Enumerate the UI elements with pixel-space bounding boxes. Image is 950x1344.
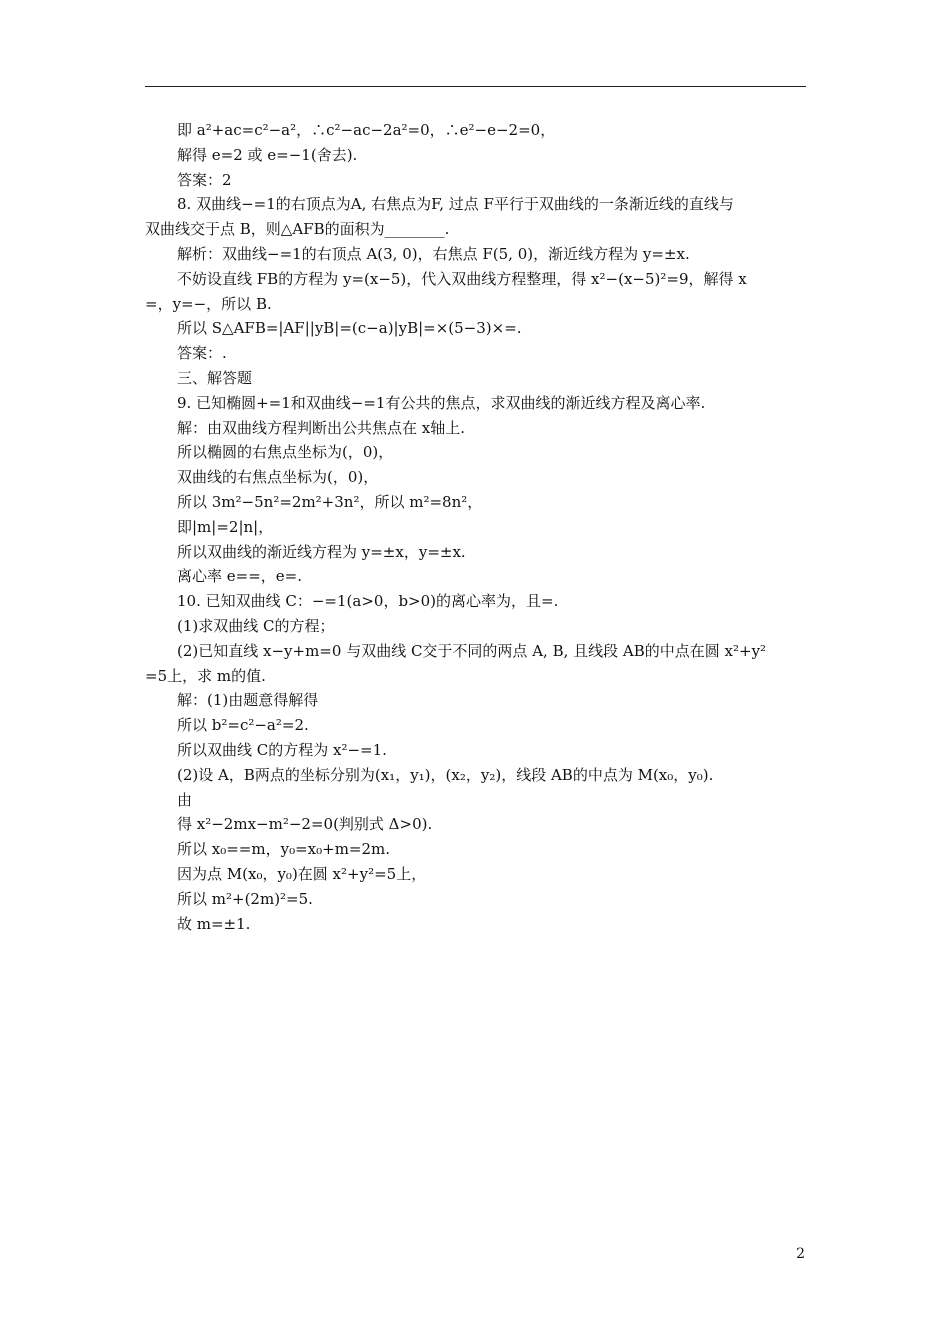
text-line: =5上，求 m的值.: [145, 666, 266, 685]
text-line: 离心率 e==，e=.: [177, 567, 302, 586]
text-line: (2)已知直线 x−y+m=0 与双曲线 C交于不同的两点 A, B, 且线段 AB的中点在圆 x²+y²: [177, 641, 767, 660]
header-rule: [145, 86, 806, 87]
text-line: 双曲线的右焦点坐标为(，0)，: [177, 468, 379, 487]
document-body: [145, 118, 810, 936]
text-line: 因为点 M(x₀，y₀)在圆 x²+y²=5上，: [177, 864, 427, 883]
text-line: 所以双曲线的渐近线方程为 y=±x，y=±x.: [177, 542, 466, 561]
text-line: 得 x²−2mx−m²−2=0(判别式 Δ>0).: [177, 815, 433, 834]
text-line: 故 m=±1.: [177, 914, 251, 933]
text-line: 答案：.: [177, 344, 227, 363]
text-line: 所以 b²=c²−a²=2.: [177, 716, 309, 735]
question-9: 9. 已知椭圆+=1和双曲线−=1有公共的焦点，求双曲线的渐近线方程及离心率.: [177, 393, 706, 412]
text-line: 不妨设直线 FB的方程为 y=(x−5)，代入双曲线方程整理，得 x²−(x−5)²=9，解得 x: [177, 269, 747, 288]
text-line: (1)求双曲线 C的方程；: [177, 616, 335, 635]
section-heading: 三、解答题: [177, 368, 253, 387]
page-number: 2: [796, 1246, 805, 1262]
text-line: 所以双曲线 C的方程为 x²−=1.: [177, 740, 387, 759]
text-line: 由: [177, 790, 193, 809]
text-line: 所以 x₀==m，y₀=x₀+m=2m.: [177, 840, 391, 859]
text-line: 解：(1)由题意得解得: [177, 691, 319, 710]
text-line: 所以 S△AFB=|AF||yB|=(c−a)|yB|=×(5−3)×=.: [177, 319, 522, 338]
text-line: 答案：2: [177, 170, 232, 189]
text-line: 即 a²+ac=c²−a²，∴c²−ac−2a²=0，∴e²−e−2=0，: [177, 121, 556, 139]
text-line: 解得 e=2 或 e=−1(舍去).: [177, 145, 358, 164]
text-line: 即|m|=2|n|，: [177, 517, 274, 536]
text-line: 双曲线交于点 B，则△AFB的面积为________.: [145, 220, 450, 239]
text-line: 所以椭圆的右焦点坐标为(，0)，: [177, 443, 394, 462]
text-line: 解：由双曲线方程判断出公共焦点在 x轴上.: [177, 418, 465, 437]
text-line: 所以 m²+(2m)²=5.: [177, 889, 313, 908]
text-line: (2)设 A，B两点的坐标分别为(x₁，y₁)，(x₂，y₂)，线段 AB的中点为 M(x₀，y₀).: [177, 765, 714, 784]
text-line: 解析：双曲线−=1的右顶点 A(3, 0)，右焦点 F(5, 0)，渐近线方程为 y=±x.: [177, 244, 690, 263]
question-10: 10. 已知双曲线 C：−=1(a>0，b>0)的离心率为，且=.: [177, 592, 559, 611]
text-line: =，y=−，所以 B.: [145, 294, 272, 313]
question-8: 8. 双曲线−=1的右顶点为A, 右焦点为F, 过点 F平行于双曲线的一条渐近线的直线与: [177, 195, 734, 214]
text-line: 所以 3m²−5n²=2m²+3n²，所以 m²=8n²，: [177, 492, 483, 511]
